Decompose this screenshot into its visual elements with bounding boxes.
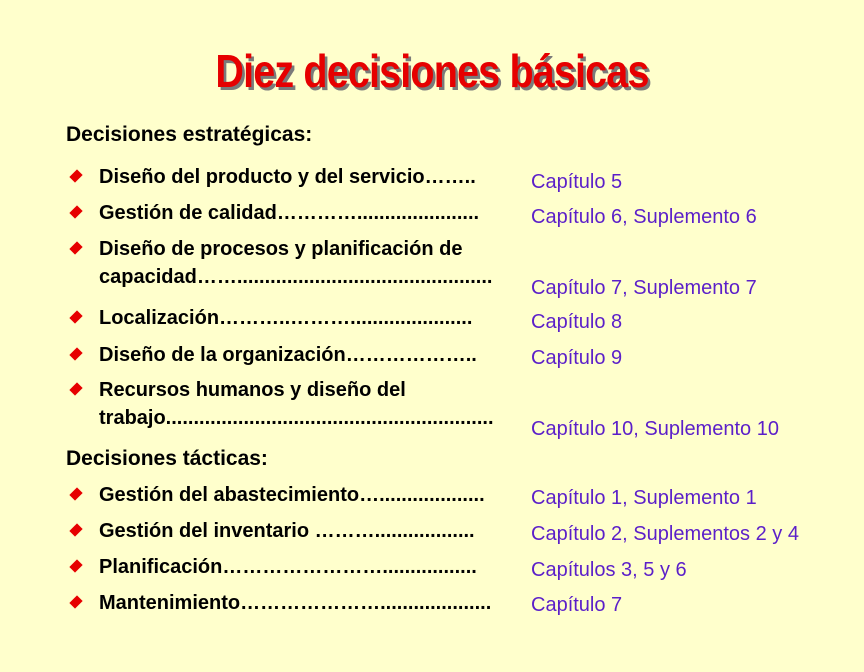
chapter-reference: Capítulo 10, Suplemento 10	[531, 418, 779, 440]
heading-strategic-decisions: Decisiones estratégicas:	[66, 123, 313, 146]
chapter-reference: Capítulos 3, 5 y 6	[531, 559, 687, 581]
list-item-strategic-1	[66, 163, 536, 191]
chapter-reference: Capítulo 8	[531, 311, 623, 333]
chapter-reference: Capítulo 7	[531, 594, 623, 616]
diamond-bullet-icon	[69, 310, 82, 323]
decision-label: Diseño de la organización………………..	[99, 344, 477, 366]
list-item-strategic-2	[66, 199, 536, 227]
chapter-reference: Capítulo 7, Suplemento 7	[531, 277, 757, 299]
decision-label: Localización………..………......................	[99, 307, 473, 329]
decision-label: Mantenimiento…………………....................	[99, 592, 492, 614]
diamond-bullet-icon	[69, 523, 82, 536]
diamond-bullet-icon	[69, 487, 82, 500]
decision-label: Recursos humanos y diseño del trabajo...........................................................	[99, 379, 494, 429]
decision-label: Diseño de procesos y planificación de capacidad……..............................................	[99, 238, 493, 288]
diamond-bullet-icon	[69, 205, 82, 218]
diamond-bullet-icon	[69, 595, 82, 608]
diamond-bullet-icon	[69, 241, 82, 254]
chapter-reference: Capítulo 1, Suplemento 1	[531, 487, 757, 509]
diamond-bullet-icon	[69, 559, 82, 572]
chapter-reference: Capítulo 2, Suplementos 2 y 4	[531, 523, 799, 545]
decision-label: Gestión del inventario ………..................	[99, 520, 475, 542]
list-item-strategic-6	[66, 376, 536, 432]
list-item-tactical-4	[66, 589, 536, 617]
diamond-bullet-icon	[69, 347, 82, 360]
list-item-tactical-3	[66, 553, 536, 581]
diamond-bullet-icon	[69, 382, 82, 395]
decision-label: Planificación…………………….................	[99, 556, 477, 578]
list-item-strategic-4	[66, 304, 536, 332]
list-item-strategic-3	[66, 235, 536, 291]
diamond-bullet-icon	[69, 169, 82, 182]
chapter-reference: Capítulo 5	[531, 171, 623, 193]
decision-label: Gestión de calidad…………......................	[99, 202, 480, 224]
decision-label: Gestión del abastecimiento…...................	[99, 484, 485, 506]
list-item-tactical-2	[66, 517, 536, 545]
chapter-reference: Capítulo 9	[531, 347, 623, 369]
list-item-tactical-1	[66, 481, 536, 509]
chapter-reference: Capítulo 6, Suplemento 6	[531, 206, 757, 228]
decision-label: Diseño del producto y del servicio……..	[99, 166, 476, 188]
page-title: Diez decisiones básicas	[215, 45, 649, 97]
heading-tactical-decisions: Decisiones tácticas:	[66, 447, 268, 470]
list-item-strategic-5	[66, 341, 536, 369]
